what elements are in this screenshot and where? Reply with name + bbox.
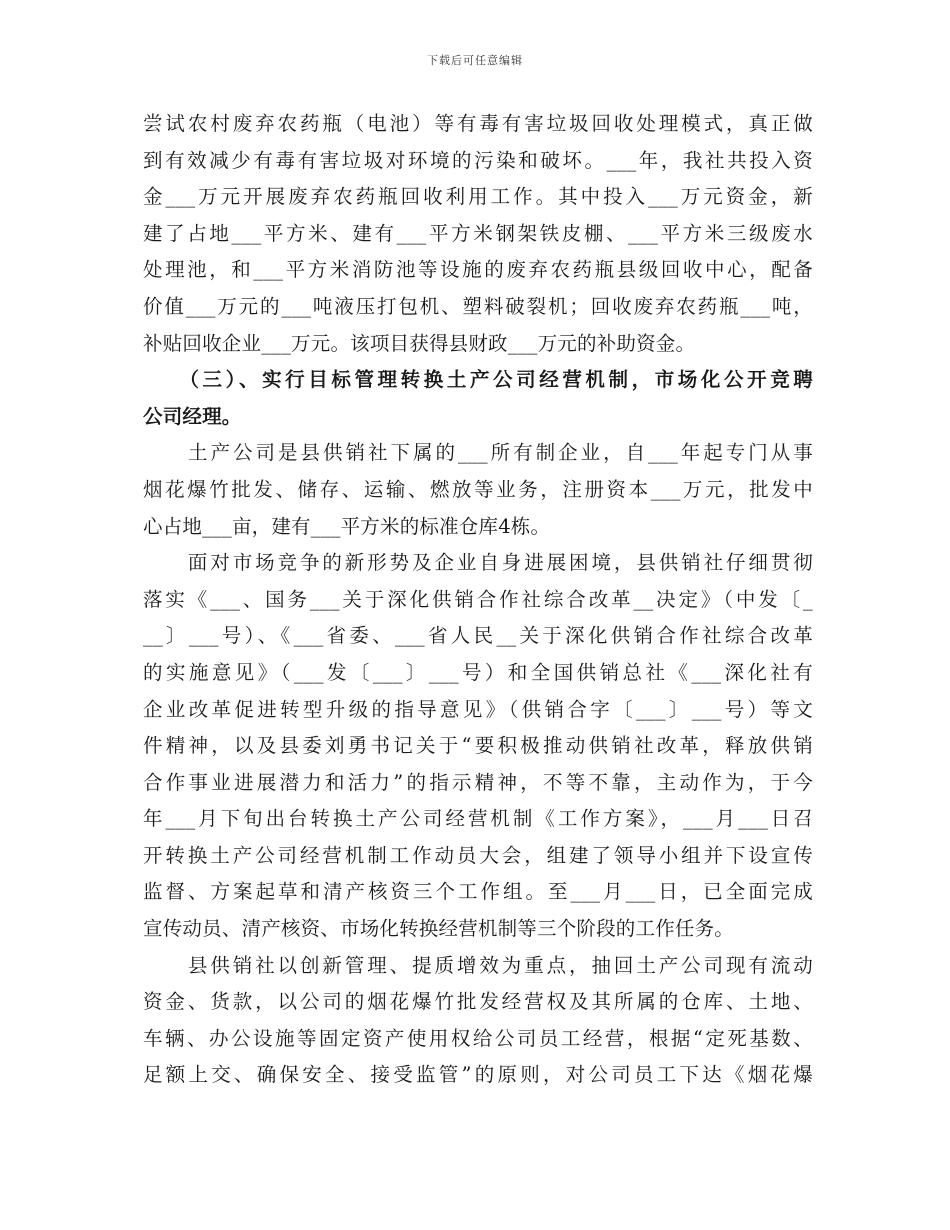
paragraph-line: 合作事业进展潜力和活力”的指示精神，不等不靠，主动作为，于今 (143, 770, 813, 794)
paragraph-line: 企业改革促进转型升级的指导意见》（供销合字〔___〕___号）等文 (143, 697, 813, 721)
paragraph-line: 开转换土产公司经营机制工作动员大会，组建了领导小组并下设宣传 (143, 843, 813, 867)
paragraph-line: 价值___万元的___吨液压打包机、塑料破裂机；回收废弃农药瓶___吨， (143, 294, 813, 318)
page-header: 下载后可任意编辑 (427, 54, 523, 67)
paragraph-line: 建了占地___平方米、建有___平方米钢架铁皮棚、___平方米三级废水 (143, 221, 813, 245)
paragraph-line: 资金、货款，以公司的烟花爆竹批发经营权及其所属的仓库、土地、 (143, 990, 813, 1014)
paragraph-line: 补贴回收企业___万元。该项目获得县财政___万元的补助资金。 (143, 331, 696, 355)
paragraph-line: 足额上交、确保安全、接受监管”的原则，对公司员工下达《烟花爆 (143, 1063, 813, 1087)
paragraph-line: 处理池，和___平方米消防池等设施的废弃农药瓶县级回收中心，配备 (143, 258, 813, 282)
section-heading-line: （三）、实行目标管理转换土产公司经营机制，市场化公开竞聘 (143, 368, 813, 392)
paragraph-line: 烟花爆竹批发、储存、运输、燃放等业务，注册资本___万元，批发中 (143, 477, 813, 501)
paragraph-line: 尝试农村废弃农药瓶（电池）等有毒有害垃圾回收处理模式，真正做 (143, 112, 813, 135)
paragraph-line: 金___万元开展废弃农药瓶回收利用工作。其中投入___万元资金，新 (143, 185, 813, 209)
paragraph-line: 车辆、办公设施等固定资产使用权给公司员工经营，根据“定死基数、 (143, 1026, 813, 1050)
paragraph-line: 县供销社以创新管理、提质增效为重点，抽回土产公司现有流动 (143, 953, 813, 977)
paragraph-line: 到有效减少有毒有害垃圾对环境的污染和破坏。___年，我社共投入资 (143, 148, 813, 172)
document-body (143, 106, 813, 1094)
paragraph-line: 落实《___、国务___关于深化供销合作社综合改革__决定》（中发〔_ (143, 587, 813, 611)
paragraph-line: __〕___号）、《___省委、___省人民__关于深化供销合作社综合改革 (143, 624, 813, 648)
paragraph-line: 件精神，以及县委刘勇书记关于“要积极推动供销社改革，释放供销 (143, 734, 813, 758)
paragraph-line: 面对市场竞争的新形势及企业自身进展困境，县供销社仔细贯彻 (143, 551, 813, 575)
paragraph-line: 的实施意见》（___发〔___〕___号）和全国供销总社《___深化社有 (143, 660, 813, 684)
paragraph-line: 心占地___亩，建有___平方米的标准仓库4栋。 (143, 514, 551, 538)
paragraph-line: 监督、方案起草和清产核资三个工作组。至___月___日，已全面完成 (143, 880, 813, 904)
paragraph-line: 年___月下旬出台转换土产公司经营机制《工作方案》，___月___日召 (143, 807, 813, 831)
paragraph-line: 土产公司是县供销社下属的___所有制企业，自___年起专门从事 (143, 441, 813, 465)
paragraph-line: 宣传动员、清产核资、市场化转换经营机制等三个阶段的工作任务。 (143, 917, 735, 941)
section-heading-line: 公司经理。 (143, 404, 242, 428)
